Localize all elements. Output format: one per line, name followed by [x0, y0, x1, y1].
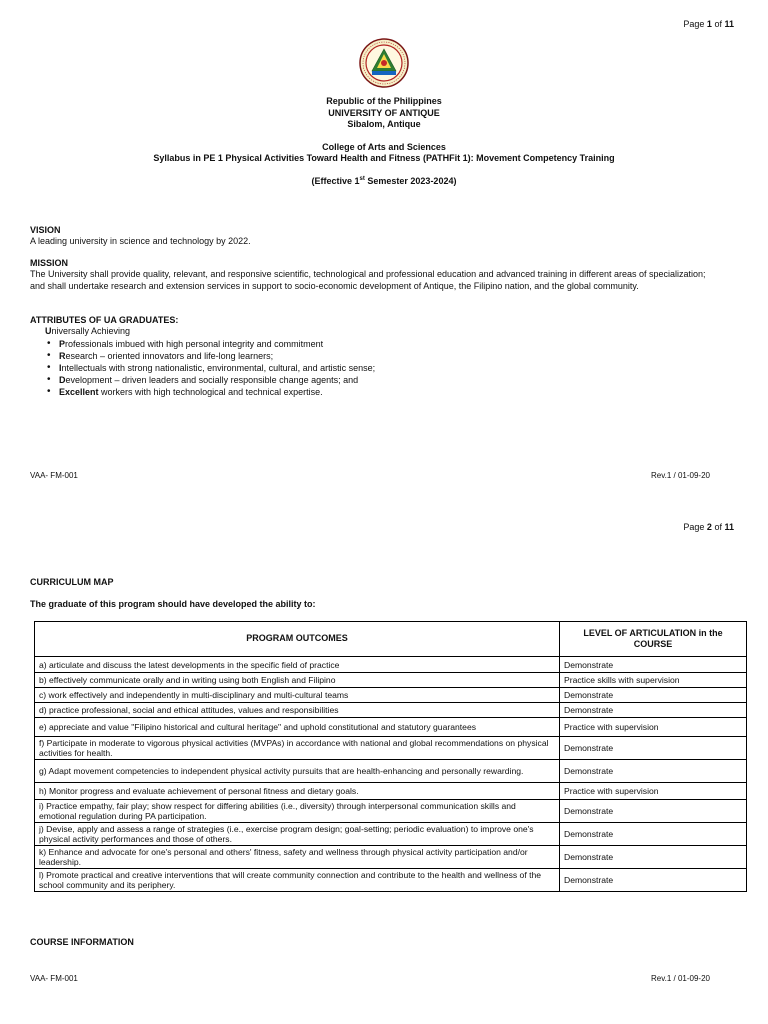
outcome-cell: j) Devise, apply and assess a range of strategies (i.e., exercise program design; goal-setting; periodic evaluation) to improve one's physical activity performances and those of others.: [35, 823, 560, 846]
attribute-item: • Intellectuals with strong nationalistic, environmental, cultural, and artistic sense;: [43, 362, 643, 374]
page-number: Page 1 of 11: [683, 19, 734, 29]
outcome-cell: k) Enhance and advocate for one's personal and others' fitness, safety and wellness through physical activity participation and/or leadership.: [35, 846, 560, 869]
outcome-cell: g) Adapt movement competencies to independent physical activity pursuits that are health-enhancing and personally rewarding.: [35, 760, 560, 783]
level-cell: Demonstrate: [560, 657, 747, 673]
level-cell: Demonstrate: [560, 760, 747, 783]
form-code: VAA- FM-001: [30, 471, 78, 480]
attribute-item: • Development – driven leaders and socially responsible change agents; and: [43, 374, 643, 386]
table-row: [35, 760, 747, 783]
table-row: [35, 823, 747, 846]
curriculum-map-title: CURRICULUM MAP: [30, 577, 114, 587]
attribute-item: • Research – oriented innovators and life-long learners;: [43, 350, 643, 362]
column-header-level-articulation: LEVEL OF ARTICULATION in the COURSE: [560, 622, 747, 657]
attribute-item: • Professionals imbued with high personal integrity and commitment: [43, 338, 643, 350]
revision-code: Rev.1 / 01-09-20: [651, 974, 710, 983]
curriculum-map-table: [34, 621, 747, 892]
outcome-cell: f) Participate in moderate to vigorous physical activities (MVPAs) in accordance with national and global recommendations on physical activities for health.: [35, 737, 560, 760]
vision-title: VISION: [30, 225, 61, 235]
attributes-list: [43, 338, 643, 398]
outcome-cell: l) Promote practical and creative interventions that will create community connection and contribute to the health and wellness of the school community and its periphery.: [35, 869, 560, 892]
outcome-cell: b) effectively communicate orally and in writing using both English and Filipino: [35, 673, 560, 688]
outcome-cell: i) Practice empathy, fair play; show respect for differing abilities (i.e., diversity) through interpersonal communication skills and emotional regulation during PA participation.: [35, 800, 560, 823]
outcome-cell: e) appreciate and value "Filipino historical and cultural heritage" and uphold constitutional and statutory guarantees: [35, 718, 560, 737]
level-cell: Practice with supervision: [560, 718, 747, 737]
curriculum-subtitle: The graduate of this program should have developed the ability to:: [30, 599, 316, 609]
outcome-cell: c) work effectively and independently in multi-disciplinary and multi-cultural teams: [35, 688, 560, 703]
outcome-cell: h) Monitor progress and evaluate achievement of personal fitness and dietary goals.: [35, 783, 560, 800]
table-row: [35, 737, 747, 760]
revision-code: Rev.1 / 01-09-20: [651, 471, 710, 480]
level-cell: Demonstrate: [560, 869, 747, 892]
course-information-title: COURSE INFORMATION: [30, 937, 134, 947]
attributes-title: ATTRIBUTES OF UA GRADUATES:: [30, 315, 179, 325]
level-cell: Practice with supervision: [560, 783, 747, 800]
attributes-acronym: Universally Achieving: [45, 326, 131, 336]
college-name: College of Arts and Sciences: [322, 141, 446, 152]
syllabus-title: Syllabus in PE 1 Physical Activities Toward Health and Fitness (PATHFit 1): Movement Competency Training: [153, 153, 615, 163]
table-header-row: [35, 622, 747, 657]
table-row: [35, 846, 747, 869]
level-cell: Demonstrate: [560, 823, 747, 846]
table-row: [35, 657, 747, 673]
table-row: [35, 688, 747, 703]
mission-title: MISSION: [30, 258, 69, 268]
table-row: [35, 869, 747, 892]
level-cell: Demonstrate: [560, 737, 747, 760]
attribute-item: • Excellent workers with high technological and technical expertise.: [43, 386, 643, 398]
page-number: Page 2 of 11: [683, 522, 734, 532]
form-code: VAA- FM-001: [30, 974, 78, 983]
university-location: Sibalom, Antique: [347, 119, 421, 129]
outcome-cell: d) practice professional, social and ethical attitudes, values and responsibilities: [35, 703, 560, 718]
table-row: [35, 718, 747, 737]
column-header-program-outcomes: PROGRAM OUTCOMES: [35, 622, 560, 657]
table-row: [35, 703, 747, 718]
vision-text: A leading university in science and technology by 2022.: [30, 236, 251, 246]
level-cell: Demonstrate: [560, 846, 747, 869]
university-seal-logo: [359, 38, 409, 88]
republic-line: Republic of the Philippines: [326, 96, 442, 106]
table-row: [35, 800, 747, 823]
level-cell: Demonstrate: [560, 688, 747, 703]
university-name: UNIVERSITY OF ANTIQUE: [328, 107, 440, 118]
table-row: [35, 783, 747, 800]
level-cell: Demonstrate: [560, 703, 747, 718]
document-header: [0, 96, 768, 187]
effective-semester: (Effective 1st Semester 2023-2024): [311, 175, 457, 186]
level-cell: Demonstrate: [560, 800, 747, 823]
table-row: [35, 673, 747, 688]
mission-text: The University shall provide quality, relevant, and responsive scientific, technological and professional education and advanced training in different areas of specialization; and shall undertake research and extension services in support to socio-economic development of Antique, the Filipino nation, and the global community.: [30, 269, 706, 291]
outcome-cell: a) articulate and discuss the latest developments in the specific field of practice: [35, 657, 560, 673]
level-cell: Practice skills with supervision: [560, 673, 747, 688]
